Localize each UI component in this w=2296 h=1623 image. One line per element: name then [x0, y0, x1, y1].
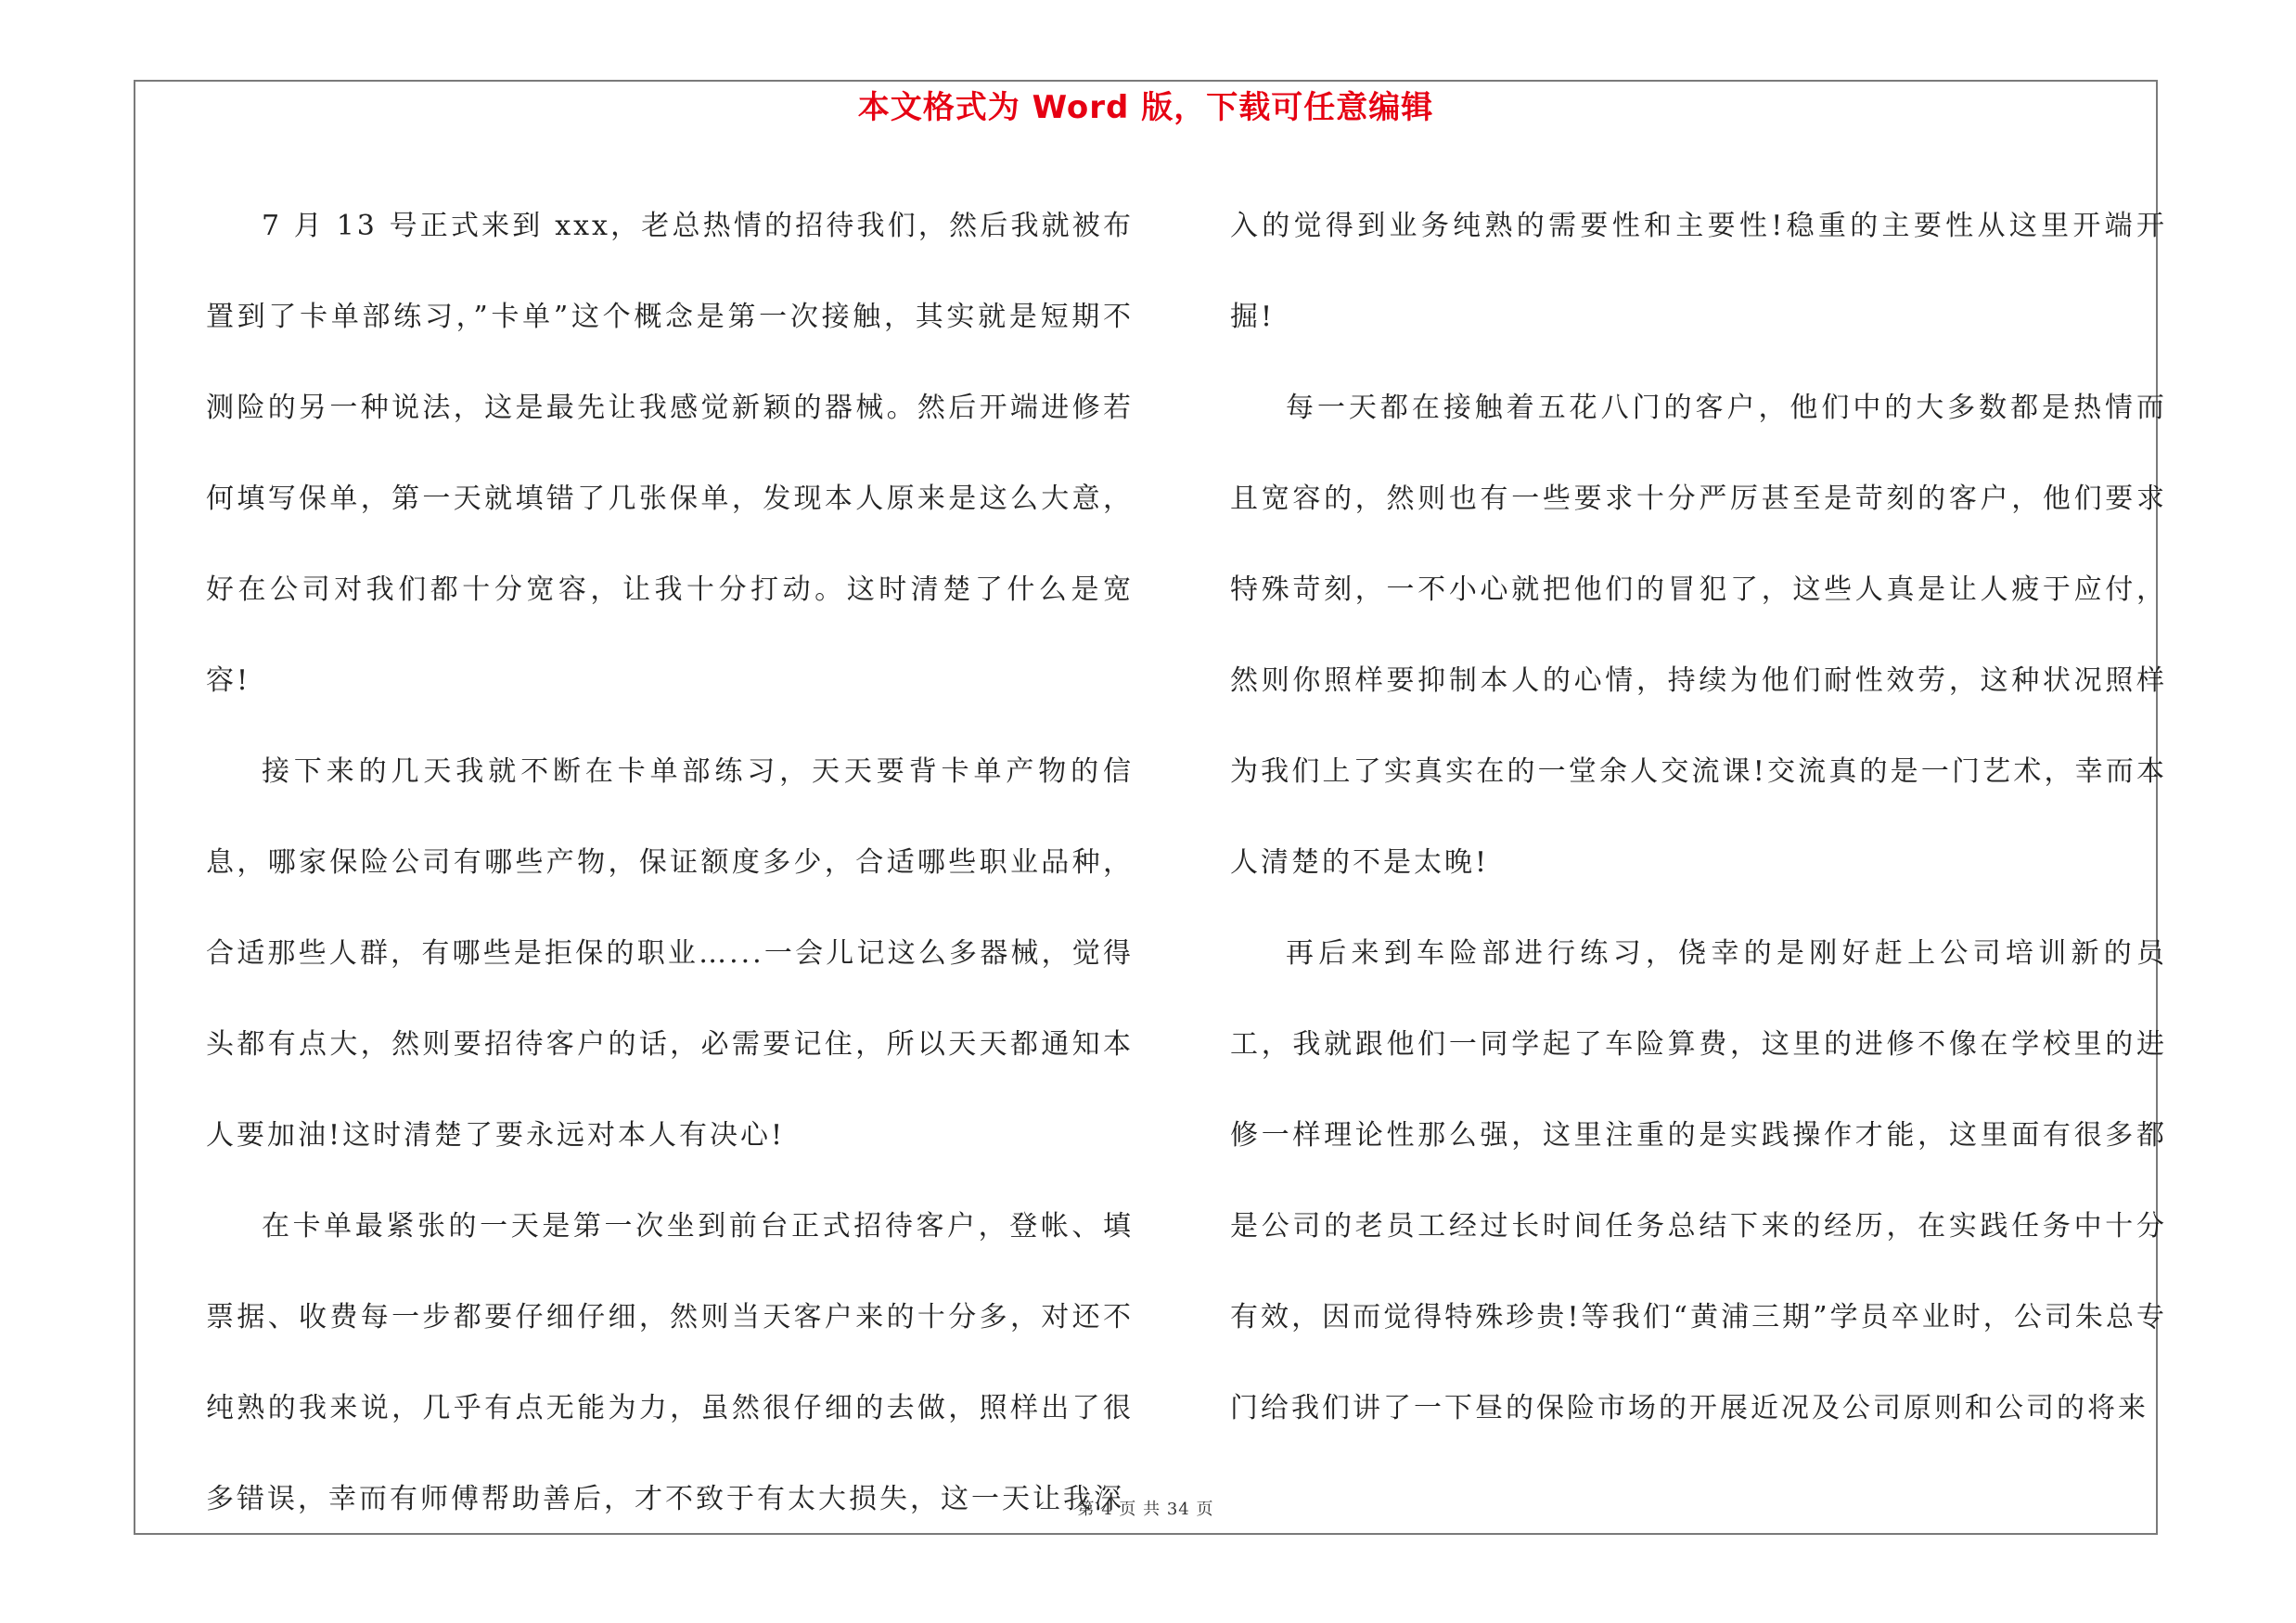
paragraph: 接下来的几天我就不断在卡单部练习，天天要背卡单产物的信息，哪家保险公司有哪些产物，保证额度多少，合适哪些职业品种，合适那些人群，有哪些是拒保的职业…...一会儿记这么多器械，觉得头都有点大，然则要招待客户的话，必需要记住，所以天天都通知本人要加油!这时清楚了要永远对本人有决心! [206, 755, 1134, 1152]
page-number: 第 4 页 共 34 页 [1077, 1500, 1214, 1519]
right-column [1230, 181, 2167, 1443]
left-column [206, 181, 1134, 1515]
paragraph: 7 月 13 号正式来到 xxx，老总热情的招待我们，然后我就被布置到了卡单部练习，”卡单”这个概念是第一次接触，其实就是短期不测险的另一种说法，这是最先让我感觉新颖的器械。然后开端进修若何填写保单，第一天就填错了几张保单，发现本人原来是这么大意，好在公司对我们都十分宽容，让我十分打动。这时清楚了什么是宽容! [206, 210, 1134, 697]
document-banner: 本文格式为 Word 版，下载可任意编辑 [857, 89, 1434, 126]
paragraph: 每一天都在接触着五花八门的客户，他们中的大多数都是热情而且宽容的，然则也有一些要求十分严厉甚至是苛刻的客户，他们要求特殊苛刻，一不小心就把他们的冒犯了，这些人真是让人疲于应付，然则你照样要抑制本人的心情，持续为他们耐性效劳，这种状况照样为我们上了实真实在的一堂余人交流课!交流真的是一门艺术，幸而本人清楚的不是太晚! [1230, 392, 2167, 879]
paragraph-continued: 入的觉得到业务纯熟的需要性和主要性!稳重的主要性从这里开端开掘! [1230, 210, 2167, 333]
paragraph: 再后来到车险部进行练习，侥幸的是刚好赶上公司培训新的员工，我就跟他们一同学起了车险算费，这里的进修不像在学校里的进修一样理论性那么强，这里注重的是实践操作才能，这里面有很多都是公司的老员工经过长时间任务总结下来的经历，在实践任务中十分有效，因而觉得特殊珍贵!等我们“黄浦三期”学员卒业时，公司朱总专门给我们讲了一下昼的保险市场的开展近况及公司原则和公司的将来 [1230, 937, 2167, 1424]
paragraph: 在卡单最紧张的一天是第一次坐到前台正式招待客户，登帐、填票据、收费每一步都要仔细仔细，然则当天客户来的十分多，对还不纯熟的我来说，几乎有点无能为力，虽然很仔细的去做，照样出了很多错误，幸而有师傅帮助善后，才不致于有太大损失，这一天让我深 [206, 1210, 1134, 1515]
